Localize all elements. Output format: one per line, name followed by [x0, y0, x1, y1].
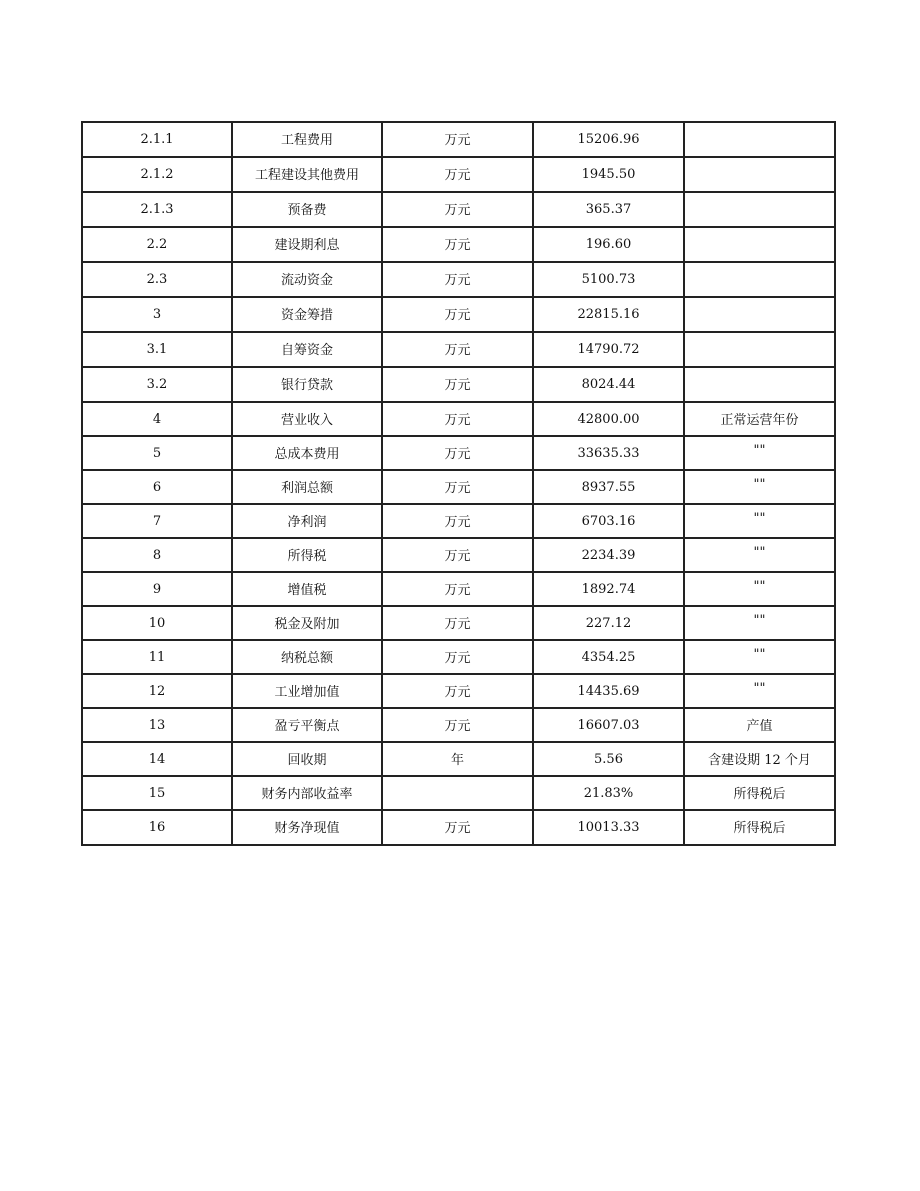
unit-cell	[382, 742, 533, 776]
unit-cell-text: 万元	[444, 133, 471, 148]
note-cell-text	[685, 298, 834, 304]
table-row	[82, 436, 835, 470]
note-cell	[684, 122, 835, 157]
table-row	[82, 367, 835, 402]
row-number-cell	[82, 776, 232, 810]
value-cell	[533, 606, 684, 640]
row-number-cell-text: 5	[152, 446, 162, 461]
row-number-cell	[82, 640, 232, 674]
row-number-cell-text: 14	[148, 752, 166, 767]
note-cell	[684, 572, 835, 606]
row-number-cell	[82, 157, 232, 192]
unit-cell-text: 万元	[444, 308, 471, 323]
value-cell-text: 8024.44	[581, 377, 636, 392]
value-cell	[533, 436, 684, 470]
row-number-cell-text: 2.1.2	[140, 167, 174, 182]
unit-cell-text: 万元	[444, 168, 471, 183]
row-number-cell	[82, 297, 232, 332]
item-name-cell	[232, 332, 382, 367]
note-cell	[684, 262, 835, 297]
note-cell	[684, 708, 835, 742]
unit-cell	[382, 436, 533, 470]
note-cell-text: 含建设期 12 个月	[708, 753, 811, 768]
unit-cell-text	[383, 777, 532, 783]
row-number-cell	[82, 708, 232, 742]
row-number-cell-text: 11	[148, 650, 166, 665]
value-cell-text: 10013.33	[577, 820, 640, 835]
value-cell	[533, 262, 684, 297]
row-number-cell-text: 8	[152, 548, 162, 563]
value-cell	[533, 776, 684, 810]
unit-cell	[382, 810, 533, 845]
item-name-cell-text: 财务净现值	[274, 821, 340, 836]
value-cell	[533, 367, 684, 402]
note-cell-text: ""	[753, 477, 766, 492]
value-cell-text: 196.60	[585, 237, 632, 252]
table-row	[82, 674, 835, 708]
note-cell	[684, 402, 835, 436]
item-name-cell-text: 营业收入	[280, 413, 333, 428]
value-cell	[533, 332, 684, 367]
table-row	[82, 157, 835, 192]
table-row	[82, 297, 835, 332]
row-number-cell	[82, 192, 232, 227]
note-cell	[684, 674, 835, 708]
unit-cell	[382, 572, 533, 606]
item-name-cell-text: 银行贷款	[280, 378, 333, 393]
unit-cell	[382, 297, 533, 332]
row-number-cell	[82, 538, 232, 572]
table-row	[82, 538, 835, 572]
row-number-cell-text: 16	[148, 820, 166, 835]
row-number-cell-text: 3.2	[146, 377, 168, 392]
unit-cell	[382, 367, 533, 402]
value-cell-text: 16607.03	[577, 718, 640, 733]
item-name-cell	[232, 262, 382, 297]
note-cell-text: ""	[753, 545, 766, 560]
note-cell-text	[685, 123, 834, 129]
note-cell	[684, 810, 835, 845]
value-cell	[533, 640, 684, 674]
item-name-cell	[232, 436, 382, 470]
unit-cell	[382, 640, 533, 674]
value-cell	[533, 227, 684, 262]
row-number-cell	[82, 402, 232, 436]
item-name-cell-text: 所得税	[287, 549, 327, 564]
value-cell-text: 227.12	[585, 616, 632, 631]
value-cell	[533, 470, 684, 504]
note-cell-text: 正常运营年份	[720, 413, 799, 428]
unit-cell	[382, 470, 533, 504]
table-row	[82, 708, 835, 742]
unit-cell-text: 万元	[444, 238, 471, 253]
item-name-cell	[232, 708, 382, 742]
table-row	[82, 470, 835, 504]
note-cell	[684, 297, 835, 332]
item-name-cell-text: 流动资金	[280, 273, 333, 288]
table-row	[82, 810, 835, 845]
unit-cell-text: 万元	[444, 617, 471, 632]
item-name-cell	[232, 742, 382, 776]
unit-cell	[382, 192, 533, 227]
note-cell-text: ""	[753, 443, 766, 458]
unit-cell	[382, 332, 533, 367]
table-row	[82, 402, 835, 436]
value-cell	[533, 504, 684, 538]
item-name-cell-text: 纳税总额	[280, 651, 333, 666]
item-name-cell	[232, 640, 382, 674]
unit-cell-text: 万元	[444, 549, 471, 564]
item-name-cell	[232, 122, 382, 157]
item-name-cell-text: 财务内部收益率	[261, 787, 353, 802]
value-cell-text: 21.83%	[583, 786, 634, 801]
item-name-cell-text: 资金筹措	[280, 308, 333, 323]
item-name-cell-text: 工业增加值	[274, 685, 340, 700]
value-cell-text: 1945.50	[581, 167, 636, 182]
note-cell	[684, 640, 835, 674]
table-body	[82, 122, 835, 845]
table-row	[82, 332, 835, 367]
table-row	[82, 504, 835, 538]
note-cell-text	[685, 263, 834, 269]
row-number-cell	[82, 606, 232, 640]
value-cell-text: 14435.69	[577, 684, 640, 699]
item-name-cell	[232, 297, 382, 332]
note-cell-text	[685, 158, 834, 164]
table-row	[82, 227, 835, 262]
unit-cell-text: 万元	[444, 515, 471, 530]
item-name-cell	[232, 157, 382, 192]
note-cell-text: ""	[753, 681, 766, 696]
value-cell-text: 42800.00	[577, 412, 640, 427]
table-row	[82, 606, 835, 640]
item-name-cell-text: 预备费	[287, 203, 327, 218]
row-number-cell-text: 15	[148, 786, 166, 801]
row-number-cell	[82, 572, 232, 606]
value-cell-text: 33635.33	[577, 446, 640, 461]
item-name-cell-text: 总成本费用	[274, 447, 340, 462]
row-number-cell	[82, 742, 232, 776]
unit-cell-text: 万元	[444, 651, 471, 666]
table-row	[82, 122, 835, 157]
row-number-cell	[82, 674, 232, 708]
note-cell	[684, 436, 835, 470]
value-cell	[533, 192, 684, 227]
note-cell	[684, 538, 835, 572]
unit-cell	[382, 157, 533, 192]
row-number-cell-text: 6	[152, 480, 162, 495]
row-number-cell-text: 2.3	[146, 272, 168, 287]
row-number-cell	[82, 367, 232, 402]
value-cell	[533, 742, 684, 776]
value-cell-text: 15206.96	[577, 132, 640, 147]
unit-cell	[382, 227, 533, 262]
unit-cell-text: 万元	[444, 203, 471, 218]
note-cell-text: 所得税后	[733, 821, 786, 836]
note-cell-text: ""	[753, 579, 766, 594]
unit-cell-text: 万元	[444, 447, 471, 462]
item-name-cell-text: 增值税	[287, 583, 327, 598]
unit-cell	[382, 402, 533, 436]
unit-cell	[382, 776, 533, 810]
note-cell	[684, 606, 835, 640]
unit-cell	[382, 674, 533, 708]
item-name-cell-text: 盈亏平衡点	[274, 719, 340, 734]
table-row	[82, 262, 835, 297]
financial-indicators-table	[81, 121, 836, 846]
value-cell-text: 365.37	[585, 202, 632, 217]
item-name-cell-text: 工程费用	[280, 133, 333, 148]
note-cell	[684, 157, 835, 192]
unit-cell-text: 万元	[444, 685, 471, 700]
row-number-cell-text: 4	[152, 412, 162, 427]
value-cell-text: 8937.55	[581, 480, 636, 495]
row-number-cell	[82, 332, 232, 367]
value-cell	[533, 810, 684, 845]
item-name-cell	[232, 402, 382, 436]
value-cell	[533, 122, 684, 157]
item-name-cell	[232, 538, 382, 572]
unit-cell	[382, 606, 533, 640]
item-name-cell	[232, 776, 382, 810]
note-cell-text	[685, 368, 834, 374]
value-cell	[533, 402, 684, 436]
unit-cell	[382, 122, 533, 157]
value-cell-text: 2234.39	[581, 548, 636, 563]
row-number-cell-text: 2.2	[146, 237, 168, 252]
note-cell-text: 所得税后	[733, 787, 786, 802]
value-cell-text: 6703.16	[581, 514, 636, 529]
row-number-cell-text: 3.1	[146, 342, 168, 357]
row-number-cell-text: 12	[148, 684, 166, 699]
item-name-cell	[232, 227, 382, 262]
value-cell-text: 1892.74	[581, 582, 636, 597]
item-name-cell	[232, 504, 382, 538]
table-row	[82, 776, 835, 810]
row-number-cell	[82, 227, 232, 262]
item-name-cell	[232, 470, 382, 504]
row-number-cell	[82, 810, 232, 845]
value-cell	[533, 538, 684, 572]
note-cell	[684, 367, 835, 402]
note-cell	[684, 504, 835, 538]
unit-cell-text: 万元	[444, 481, 471, 496]
item-name-cell-text: 工程建设其他费用	[254, 168, 359, 183]
item-name-cell-text: 建设期利息	[274, 238, 340, 253]
value-cell-text: 22815.16	[577, 307, 640, 322]
note-cell	[684, 776, 835, 810]
row-number-cell-text: 3	[152, 307, 162, 322]
item-name-cell-text: 税金及附加	[274, 617, 340, 632]
value-cell-text: 5100.73	[581, 272, 636, 287]
note-cell-text	[685, 333, 834, 339]
value-cell	[533, 708, 684, 742]
row-number-cell	[82, 504, 232, 538]
row-number-cell-text: 10	[148, 616, 166, 631]
value-cell	[533, 572, 684, 606]
table-row	[82, 572, 835, 606]
unit-cell-text: 万元	[444, 273, 471, 288]
value-cell-text: 14790.72	[577, 342, 640, 357]
item-name-cell	[232, 572, 382, 606]
note-cell	[684, 742, 835, 776]
note-cell	[684, 192, 835, 227]
row-number-cell	[82, 470, 232, 504]
unit-cell	[382, 504, 533, 538]
value-cell	[533, 674, 684, 708]
item-name-cell-text: 自筹资金	[280, 343, 333, 358]
value-cell-text: 5.56	[594, 752, 623, 767]
note-cell-text	[685, 228, 834, 234]
row-number-cell-text: 13	[148, 718, 166, 733]
value-cell-text: 4354.25	[581, 650, 636, 665]
unit-cell	[382, 538, 533, 572]
note-cell	[684, 227, 835, 262]
table-row	[82, 192, 835, 227]
note-cell	[684, 470, 835, 504]
item-name-cell-text: 利润总额	[280, 481, 333, 496]
row-number-cell-text: 2.1.1	[140, 132, 174, 147]
unit-cell-text: 万元	[444, 583, 471, 598]
unit-cell	[382, 262, 533, 297]
note-cell-text: 产值	[746, 719, 773, 734]
item-name-cell	[232, 192, 382, 227]
row-number-cell-text: 9	[152, 582, 162, 597]
table-row	[82, 742, 835, 776]
unit-cell-text: 万元	[444, 413, 471, 428]
note-cell-text: ""	[753, 613, 766, 628]
item-name-cell	[232, 674, 382, 708]
row-number-cell	[82, 122, 232, 157]
row-number-cell	[82, 436, 232, 470]
note-cell-text	[685, 193, 834, 199]
row-number-cell-text: 2.1.3	[140, 202, 174, 217]
table-row	[82, 640, 835, 674]
row-number-cell	[82, 262, 232, 297]
note-cell-text: ""	[753, 647, 766, 662]
item-name-cell	[232, 810, 382, 845]
unit-cell	[382, 708, 533, 742]
item-name-cell	[232, 367, 382, 402]
unit-cell-text: 万元	[444, 378, 471, 393]
unit-cell-text: 万元	[444, 719, 471, 734]
item-name-cell	[232, 606, 382, 640]
unit-cell-text: 年	[450, 753, 464, 768]
value-cell	[533, 297, 684, 332]
unit-cell-text: 万元	[444, 343, 471, 358]
item-name-cell-text: 回收期	[287, 753, 327, 768]
note-cell-text: ""	[753, 511, 766, 526]
unit-cell-text: 万元	[444, 821, 471, 836]
item-name-cell-text: 净利润	[287, 515, 327, 530]
value-cell	[533, 157, 684, 192]
row-number-cell-text: 7	[152, 514, 162, 529]
note-cell	[684, 332, 835, 367]
